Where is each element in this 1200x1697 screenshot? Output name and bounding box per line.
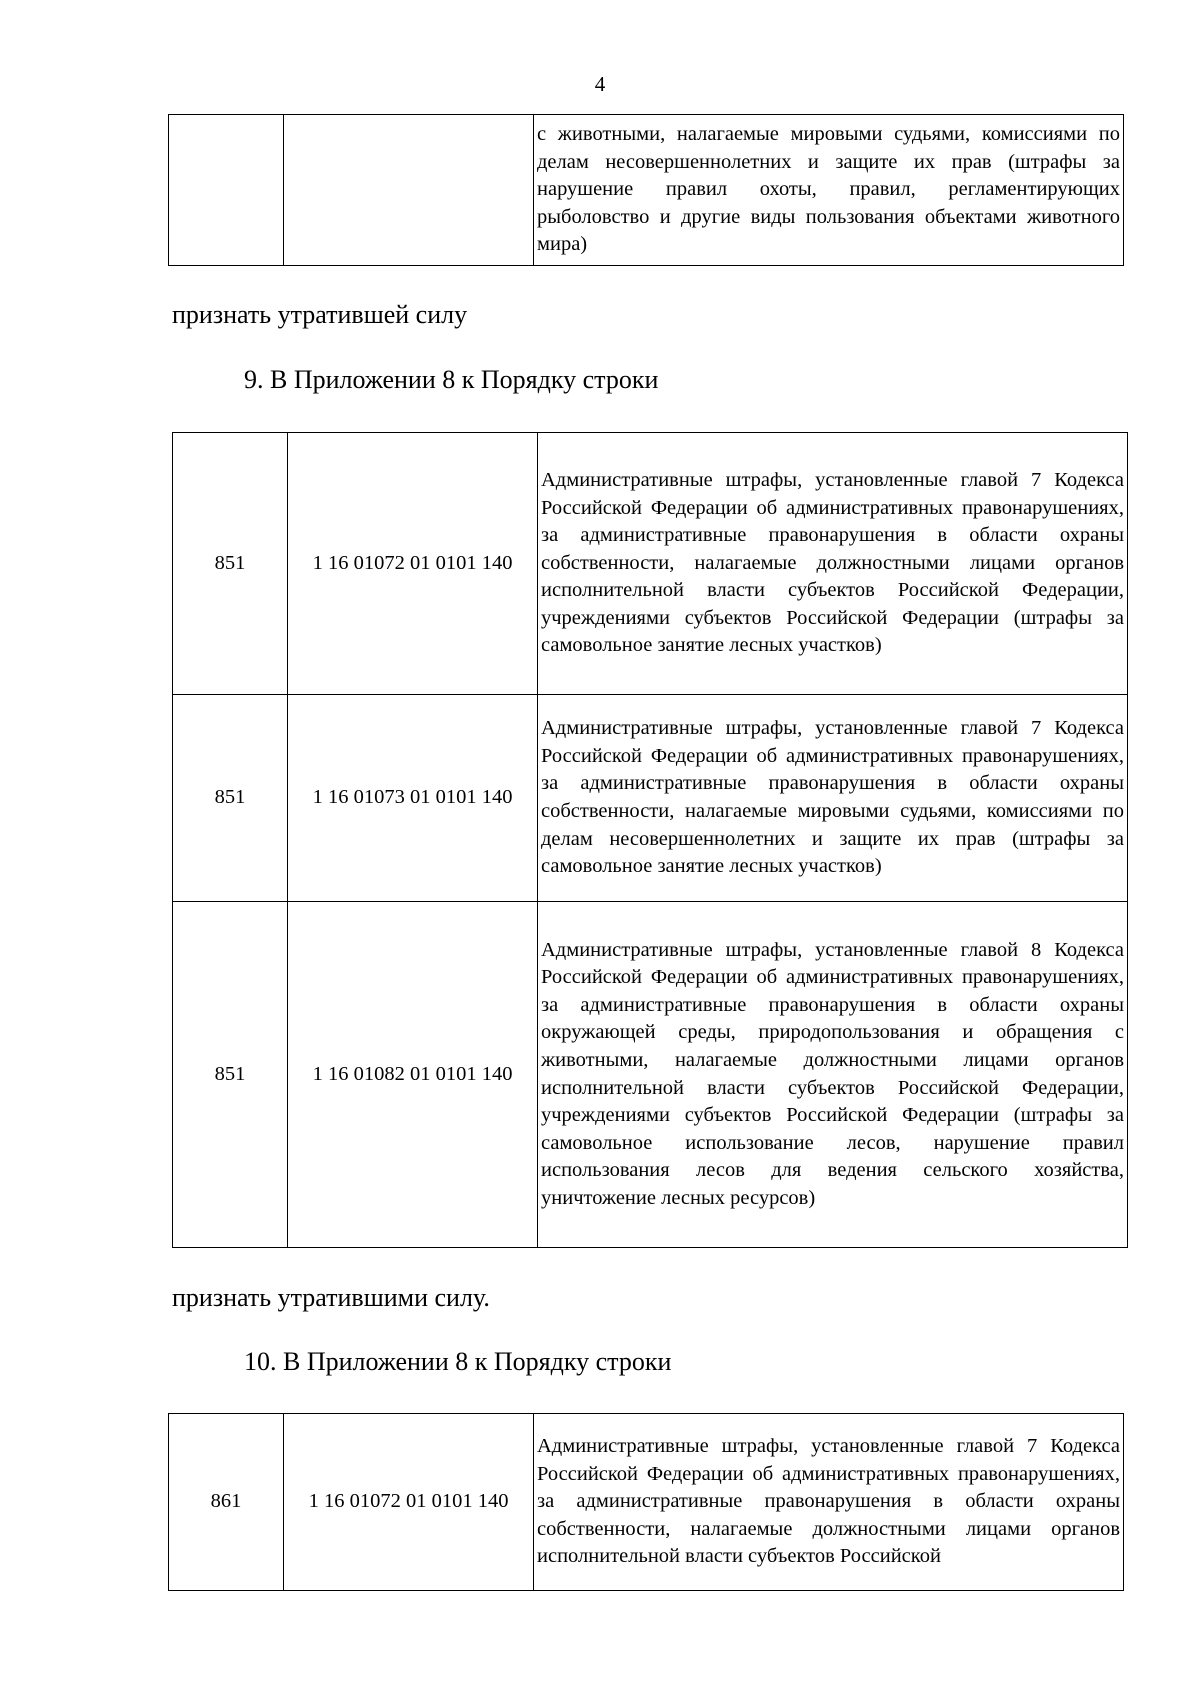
code-cell <box>169 115 284 266</box>
repeal-paragraph-2: признать утратившими силу. <box>172 1283 490 1312</box>
code-cell: 851 <box>173 902 288 1248</box>
table-continued <box>168 114 1124 266</box>
table-row <box>169 115 1124 266</box>
description-cell: с животными, налагаемые мировыми судьями, комиссиями по делам несовершеннолетних и защите их прав (штрафы за нарушение правил охоты, правил, регламентирующих рыболовство и другие виды пользования объектами животного мира) <box>534 115 1124 266</box>
description-cell: Административные штрафы, установленные главой 8 Кодекса Российской Федерации об административных правонарушениях, за административные правонарушения в области охраны окружающей среды, природопользования и обращения с животными, налагаемые должностными лицами органов исполнительной власти субъектов Российской Федерации, учреждениями субъектов Российской Федерации (штрафы за самовольное использование лесов, нарушение правил использования лесов для ведения сельского хозяйства, уничтожение лесных ресурсов) <box>538 902 1128 1248</box>
description-cell: Административные штрафы, установленные главой 7 Кодекса Российской Федерации об административных правонарушениях, за административные правонарушения в области охраны собственности, налагаемые должностными лицами органов исполнительной власти субъектов Российской <box>534 1414 1124 1591</box>
kbk-cell <box>284 115 534 266</box>
table-item-9 <box>172 432 1128 1248</box>
repeal-paragraph-1: признать утратившей силу <box>172 300 468 329</box>
code-cell: 861 <box>169 1414 284 1591</box>
table-row <box>173 902 1128 1248</box>
page-number: 4 <box>594 72 606 96</box>
item-10-heading: 10. В Приложении 8 к Порядку строки <box>244 1347 672 1376</box>
description-cell: Административные штрафы, установленные главой 7 Кодекса Российской Федерации об административных правонарушениях, за административные правонарушения в области охраны собственности, налагаемые должностными лицами органов исполнительной власти субъектов Российской Федерации, учреждениями субъектов Российской Федерации (штрафы за самовольное занятие лесных участков) <box>538 433 1128 695</box>
kbk-cell: 1 16 01072 01 0101 140 <box>284 1414 534 1591</box>
item-9-heading: 9. В Приложении 8 к Порядку строки <box>244 365 659 394</box>
description-cell: Административные штрафы, установленные главой 7 Кодекса Российской Федерации об административных правонарушениях, за административные правонарушения в области охраны собственности, налагаемые мировыми судьями, комиссиями по делам несовершеннолетних и защите их прав (штрафы за самовольное занятие лесных участков) <box>538 695 1128 902</box>
kbk-cell: 1 16 01082 01 0101 140 <box>288 902 538 1248</box>
table-row <box>173 695 1128 902</box>
table-row <box>173 433 1128 695</box>
kbk-cell: 1 16 01073 01 0101 140 <box>288 695 538 902</box>
table-row <box>169 1414 1124 1591</box>
kbk-cell: 1 16 01072 01 0101 140 <box>288 433 538 695</box>
table-item-10 <box>168 1413 1124 1591</box>
code-cell: 851 <box>173 695 288 902</box>
code-cell: 851 <box>173 433 288 695</box>
